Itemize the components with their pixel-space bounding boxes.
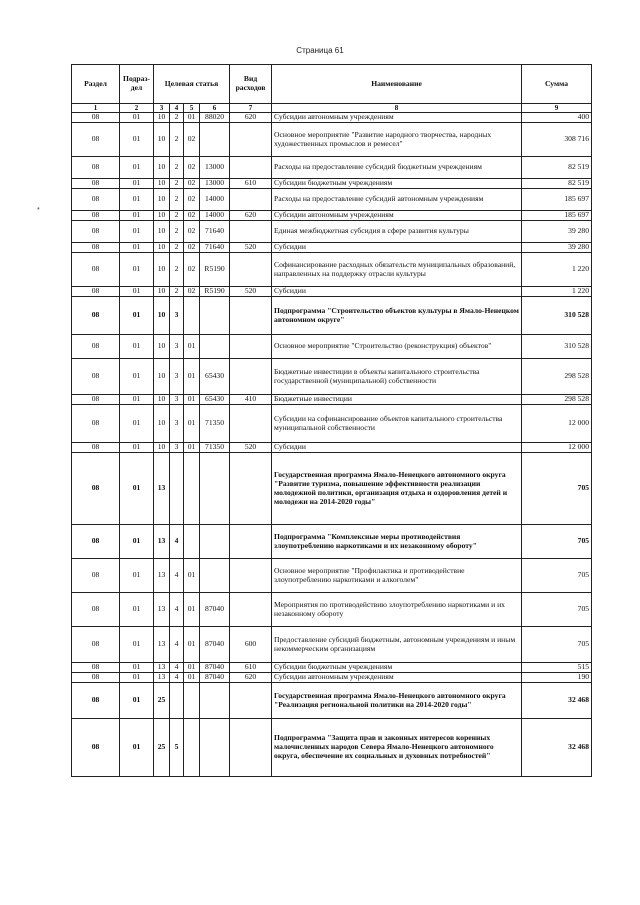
cell-cel-3: 01 <box>184 443 200 453</box>
cell-podrazdel: 01 <box>120 719 154 777</box>
cell-summa: 39 280 <box>522 243 592 253</box>
table-row <box>72 627 592 663</box>
table-row <box>72 287 592 297</box>
cell-cel-3: 01 <box>184 627 200 663</box>
cell-cel-4: 71350 <box>200 405 230 443</box>
col-number: 2 <box>120 104 154 113</box>
cell-cel-2: 4 <box>170 559 184 593</box>
cell-naimenovanie: Подпрограмма "Строительство объектов культуры в Ямало-Ненецком автономном округе" <box>272 297 522 335</box>
cell-cel-1: 10 <box>154 405 170 443</box>
cell-cel-2: 2 <box>170 221 184 243</box>
cell-cel-2: 3 <box>170 359 184 395</box>
cell-summa: 310 528 <box>522 297 592 335</box>
header-naimenovanie: Наименование <box>272 65 522 104</box>
cell-podrazdel: 01 <box>120 243 154 253</box>
cell-razdel: 08 <box>72 395 120 405</box>
cell-cel-4: 87040 <box>200 663 230 673</box>
cell-naimenovanie: Субсидии автономным учреждениям <box>272 673 522 683</box>
cell-cel-3: 01 <box>184 359 200 395</box>
cell-cel-3: 01 <box>184 405 200 443</box>
cell-cel-3 <box>184 297 200 335</box>
cell-summa: 32 468 <box>522 719 592 777</box>
cell-razdel: 08 <box>72 113 120 123</box>
cell-summa: 82 519 <box>522 157 592 179</box>
cell-summa: 12 000 <box>522 443 592 453</box>
cell-razdel: 08 <box>72 157 120 179</box>
table-row <box>72 123 592 157</box>
table-row <box>72 593 592 627</box>
cell-cel-1: 13 <box>154 673 170 683</box>
cell-naimenovanie: Расходы на предоставление субсидий автономным учреждениям <box>272 189 522 211</box>
cell-summa: 515 <box>522 663 592 673</box>
cell-naimenovanie: Основное мероприятие "Профилактика и противодействие злоупотреблению наркотиками и алкоголем" <box>272 559 522 593</box>
table-row <box>72 395 592 405</box>
cell-razdel: 08 <box>72 525 120 559</box>
cell-podrazdel: 01 <box>120 179 154 189</box>
cell-cel-1: 10 <box>154 157 170 179</box>
cell-podrazdel: 01 <box>120 211 154 221</box>
cell-cel-3: 02 <box>184 179 200 189</box>
cell-cel-2: 2 <box>170 243 184 253</box>
cell-naimenovanie: Субсидии <box>272 243 522 253</box>
cell-podrazdel: 01 <box>120 189 154 211</box>
cell-cel-4 <box>200 525 230 559</box>
cell-cel-4: 87040 <box>200 627 230 663</box>
cell-vid: 620 <box>230 113 272 123</box>
cell-naimenovanie: Государственная программа Ямало-Ненецкого автономного округа "Реализация региональной политики на 2014-2020 годы" <box>272 683 522 719</box>
cell-naimenovanie: Государственная программа Ямало-Ненецкого автономного округа "Развитие туризма, повышение эффективности реализации молодежной политики, организация отдыха и оздоровления детей и молодежи на 2014-2020 годы" <box>272 453 522 525</box>
cell-razdel: 08 <box>72 335 120 359</box>
cell-cel-1: 13 <box>154 627 170 663</box>
cell-summa: 705 <box>522 593 592 627</box>
cell-razdel: 08 <box>72 243 120 253</box>
table-row <box>72 559 592 593</box>
cell-cel-2: 2 <box>170 211 184 221</box>
cell-cel-4: 88020 <box>200 113 230 123</box>
cell-cel-1: 25 <box>154 719 170 777</box>
cell-summa: 32 468 <box>522 683 592 719</box>
cell-cel-4 <box>200 123 230 157</box>
cell-vid <box>230 253 272 287</box>
cell-cel-1: 10 <box>154 189 170 211</box>
cell-summa: 39 280 <box>522 221 592 243</box>
cell-cel-2: 2 <box>170 123 184 157</box>
cell-cel-1: 10 <box>154 287 170 297</box>
cell-razdel: 08 <box>72 559 120 593</box>
cell-summa: 1 220 <box>522 253 592 287</box>
cell-podrazdel: 01 <box>120 297 154 335</box>
cell-naimenovanie: Мероприятия по противодействию злоупотреблению наркотиками и их незаконному обороту <box>272 593 522 627</box>
cell-vid: 600 <box>230 627 272 663</box>
cell-cel-1: 13 <box>154 593 170 627</box>
cell-cel-4 <box>200 453 230 525</box>
cell-naimenovanie: Бюджетные инвестиции <box>272 395 522 405</box>
cell-cel-2: 2 <box>170 287 184 297</box>
cell-naimenovanie: Бюджетные инвестиции в объекты капитального строительства государственной (муниципальной) собственности <box>272 359 522 395</box>
cell-summa: 190 <box>522 673 592 683</box>
cell-razdel: 08 <box>72 673 120 683</box>
margin-mark: * <box>37 207 40 214</box>
header-celevaya-statya: Целевая статья <box>154 65 230 104</box>
cell-naimenovanie: Субсидии бюджетным учреждениям <box>272 663 522 673</box>
cell-cel-2: 2 <box>170 253 184 287</box>
cell-summa: 308 716 <box>522 123 592 157</box>
cell-vid <box>230 593 272 627</box>
cell-cel-3 <box>184 525 200 559</box>
cell-podrazdel: 01 <box>120 443 154 453</box>
cell-cel-1: 10 <box>154 443 170 453</box>
cell-podrazdel: 01 <box>120 559 154 593</box>
cell-summa: 705 <box>522 627 592 663</box>
cell-summa: 185 697 <box>522 211 592 221</box>
table-row <box>72 453 592 525</box>
cell-podrazdel: 01 <box>120 673 154 683</box>
table-row <box>72 189 592 211</box>
cell-cel-3: 02 <box>184 211 200 221</box>
cell-cel-4: 71640 <box>200 221 230 243</box>
cell-cel-1: 25 <box>154 683 170 719</box>
cell-podrazdel: 01 <box>120 453 154 525</box>
cell-cel-4: 13000 <box>200 179 230 189</box>
cell-cel-4: 71640 <box>200 243 230 253</box>
cell-summa: 1 220 <box>522 287 592 297</box>
cell-vid <box>230 719 272 777</box>
col-number: 3 <box>154 104 170 113</box>
table-row <box>72 405 592 443</box>
cell-naimenovanie: Субсидии <box>272 287 522 297</box>
cell-cel-1: 13 <box>154 525 170 559</box>
col-number: 6 <box>200 104 230 113</box>
cell-cel-1: 10 <box>154 243 170 253</box>
cell-summa: 298 528 <box>522 395 592 405</box>
cell-cel-3: 02 <box>184 287 200 297</box>
cell-cel-1: 10 <box>154 359 170 395</box>
header-podrazdel: Подраз-дел <box>120 65 154 104</box>
cell-podrazdel: 01 <box>120 683 154 719</box>
cell-cel-2: 3 <box>170 405 184 443</box>
cell-cel-4 <box>200 683 230 719</box>
cell-cel-4: 13000 <box>200 157 230 179</box>
cell-razdel: 08 <box>72 627 120 663</box>
cell-summa: 82 519 <box>522 179 592 189</box>
cell-razdel: 08 <box>72 719 120 777</box>
col-number: 9 <box>522 104 592 113</box>
cell-cel-4: 14000 <box>200 211 230 221</box>
cell-cel-3 <box>184 719 200 777</box>
cell-cel-3: 01 <box>184 593 200 627</box>
cell-cel-3: 02 <box>184 123 200 157</box>
cell-vid: 610 <box>230 179 272 189</box>
cell-summa: 705 <box>522 559 592 593</box>
table-row <box>72 683 592 719</box>
cell-cel-4 <box>200 297 230 335</box>
budget-table <box>71 64 592 777</box>
cell-naimenovanie: Расходы на предоставление субсидий бюджетным учреждениям <box>272 157 522 179</box>
cell-cel-2: 2 <box>170 179 184 189</box>
cell-cel-1: 10 <box>154 113 170 123</box>
cell-podrazdel: 01 <box>120 525 154 559</box>
cell-podrazdel: 01 <box>120 253 154 287</box>
col-number: 7 <box>230 104 272 113</box>
table-row <box>72 359 592 395</box>
cell-cel-2: 3 <box>170 335 184 359</box>
cell-cel-3: 01 <box>184 663 200 673</box>
cell-vid <box>230 525 272 559</box>
cell-naimenovanie: Единая межбюджетная субсидия в сфере развития культуры <box>272 221 522 243</box>
cell-cel-2: 4 <box>170 525 184 559</box>
cell-naimenovanie: Субсидии <box>272 443 522 453</box>
cell-cel-1: 10 <box>154 221 170 243</box>
cell-razdel: 08 <box>72 287 120 297</box>
cell-cel-2: 3 <box>170 395 184 405</box>
cell-naimenovanie: Субсидии на софинансирование объектов капитального строительства муниципальной собственности <box>272 405 522 443</box>
cell-cel-2 <box>170 683 184 719</box>
header-vid-rashodov: Вид расходов <box>230 65 272 104</box>
cell-cel-2: 4 <box>170 663 184 673</box>
col-number: 5 <box>184 104 200 113</box>
cell-naimenovanie: Основное мероприятие "Строительство (реконструкция) объектов" <box>272 335 522 359</box>
cell-podrazdel: 01 <box>120 335 154 359</box>
cell-cel-1: 13 <box>154 453 170 525</box>
cell-cel-2: 2 <box>170 113 184 123</box>
cell-cel-3: 02 <box>184 157 200 179</box>
cell-vid: 410 <box>230 395 272 405</box>
table-row <box>72 525 592 559</box>
cell-podrazdel: 01 <box>120 123 154 157</box>
cell-summa: 185 697 <box>522 189 592 211</box>
cell-summa: 298 528 <box>522 359 592 395</box>
cell-naimenovanie: Основное мероприятие "Развитие народного творчества, народных художественных промыслов и ремесел" <box>272 123 522 157</box>
cell-podrazdel: 01 <box>120 593 154 627</box>
cell-cel-4: 65430 <box>200 359 230 395</box>
cell-razdel: 08 <box>72 297 120 335</box>
cell-podrazdel: 01 <box>120 287 154 297</box>
cell-podrazdel: 01 <box>120 221 154 243</box>
cell-vid <box>230 189 272 211</box>
cell-cel-3: 02 <box>184 253 200 287</box>
cell-cel-3: 01 <box>184 113 200 123</box>
cell-cel-1: 10 <box>154 211 170 221</box>
cell-razdel: 08 <box>72 123 120 157</box>
cell-cel-3 <box>184 453 200 525</box>
table-body <box>72 113 592 777</box>
table-row <box>72 443 592 453</box>
cell-summa: 310 528 <box>522 335 592 359</box>
cell-cel-4: 71350 <box>200 443 230 453</box>
cell-cel-3: 01 <box>184 559 200 593</box>
cell-cel-3: 02 <box>184 189 200 211</box>
table-row <box>72 297 592 335</box>
table-header-row <box>72 65 592 104</box>
cell-vid: 520 <box>230 287 272 297</box>
cell-razdel: 08 <box>72 663 120 673</box>
cell-podrazdel: 01 <box>120 663 154 673</box>
table-row <box>72 211 592 221</box>
cell-naimenovanie: Подпрограмма "Комплексные меры противодействия злоупотреблению наркотиками и их незаконному обороту" <box>272 525 522 559</box>
cell-naimenovanie: Субсидии автономным учреждениям <box>272 113 522 123</box>
cell-summa: 12 000 <box>522 405 592 443</box>
cell-cel-4 <box>200 719 230 777</box>
table-row <box>72 179 592 189</box>
header-razdel: Раздел <box>72 65 120 104</box>
cell-vid: 620 <box>230 673 272 683</box>
cell-cel-1: 13 <box>154 663 170 673</box>
cell-cel-1: 10 <box>154 395 170 405</box>
cell-razdel: 08 <box>72 221 120 243</box>
col-number: 8 <box>272 104 522 113</box>
cell-cel-3: 02 <box>184 243 200 253</box>
cell-cel-3 <box>184 683 200 719</box>
cell-cel-2 <box>170 453 184 525</box>
table-row <box>72 673 592 683</box>
cell-cel-4: 87040 <box>200 593 230 627</box>
cell-cel-1: 10 <box>154 253 170 287</box>
cell-razdel: 08 <box>72 253 120 287</box>
table-row <box>72 253 592 287</box>
table-row <box>72 719 592 777</box>
cell-naimenovanie: Подпрограмма "Защита прав и законных интересов коренных малочисленных народов Севера Ямало-Ненецкого автономного округа, обеспечение их социальных и духовных потребностей" <box>272 719 522 777</box>
cell-naimenovanie: Субсидии бюджетным учреждениям <box>272 179 522 189</box>
cell-cel-3: 02 <box>184 221 200 243</box>
cell-razdel: 08 <box>72 179 120 189</box>
cell-razdel: 08 <box>72 211 120 221</box>
cell-vid <box>230 359 272 395</box>
cell-summa: 705 <box>522 525 592 559</box>
cell-vid <box>230 297 272 335</box>
cell-vid <box>230 405 272 443</box>
cell-vid <box>230 683 272 719</box>
cell-vid: 620 <box>230 211 272 221</box>
cell-cel-2: 5 <box>170 719 184 777</box>
table-row <box>72 157 592 179</box>
cell-razdel: 08 <box>72 443 120 453</box>
cell-cel-2: 2 <box>170 189 184 211</box>
cell-vid: 520 <box>230 443 272 453</box>
cell-cel-1: 10 <box>154 179 170 189</box>
cell-razdel: 08 <box>72 593 120 627</box>
cell-cel-3: 01 <box>184 673 200 683</box>
cell-cel-2: 3 <box>170 443 184 453</box>
cell-cel-3: 01 <box>184 335 200 359</box>
cell-podrazdel: 01 <box>120 157 154 179</box>
cell-cel-1: 10 <box>154 335 170 359</box>
cell-razdel: 08 <box>72 683 120 719</box>
table-row <box>72 663 592 673</box>
cell-cel-4: 14000 <box>200 189 230 211</box>
cell-summa: 705 <box>522 453 592 525</box>
cell-naimenovanie: Софинансирование расходных обязательств муниципальных образований, направленных на поддержку отрасли культуры <box>272 253 522 287</box>
cell-cel-1: 13 <box>154 559 170 593</box>
cell-cel-4 <box>200 335 230 359</box>
cell-cel-2: 4 <box>170 673 184 683</box>
column-number-row <box>72 104 592 113</box>
header-summa: Сумма <box>522 65 592 104</box>
cell-cel-2: 4 <box>170 627 184 663</box>
col-number: 4 <box>170 104 184 113</box>
cell-cel-1: 10 <box>154 123 170 157</box>
cell-vid <box>230 221 272 243</box>
cell-podrazdel: 01 <box>120 113 154 123</box>
cell-naimenovanie: Субсидии автономным учреждениям <box>272 211 522 221</box>
cell-cel-2: 3 <box>170 297 184 335</box>
cell-podrazdel: 01 <box>120 359 154 395</box>
cell-vid <box>230 335 272 359</box>
cell-vid <box>230 559 272 593</box>
cell-razdel: 08 <box>72 189 120 211</box>
cell-cel-3: 01 <box>184 395 200 405</box>
cell-podrazdel: 01 <box>120 627 154 663</box>
cell-vid: 520 <box>230 243 272 253</box>
table-row <box>72 243 592 253</box>
cell-podrazdel: 01 <box>120 395 154 405</box>
cell-cel-4: 87040 <box>200 673 230 683</box>
cell-cel-4: R5190 <box>200 287 230 297</box>
cell-podrazdel: 01 <box>120 405 154 443</box>
cell-summa: 400 <box>522 113 592 123</box>
cell-cel-2: 4 <box>170 593 184 627</box>
table-row <box>72 221 592 243</box>
cell-naimenovanie: Предоставление субсидий бюджетным, автономным учреждениям и иным некоммерческим организациям <box>272 627 522 663</box>
table-row <box>72 335 592 359</box>
cell-vid <box>230 453 272 525</box>
col-number: 1 <box>72 104 120 113</box>
cell-cel-4 <box>200 559 230 593</box>
cell-cel-2: 2 <box>170 157 184 179</box>
cell-cel-4: R5190 <box>200 253 230 287</box>
cell-vid <box>230 157 272 179</box>
cell-razdel: 08 <box>72 453 120 525</box>
page-title: Страница 61 <box>296 46 344 55</box>
cell-razdel: 08 <box>72 405 120 443</box>
cell-razdel: 08 <box>72 359 120 395</box>
cell-cel-4: 65430 <box>200 395 230 405</box>
cell-cel-1: 10 <box>154 297 170 335</box>
cell-vid <box>230 123 272 157</box>
cell-vid: 610 <box>230 663 272 673</box>
table-row <box>72 113 592 123</box>
